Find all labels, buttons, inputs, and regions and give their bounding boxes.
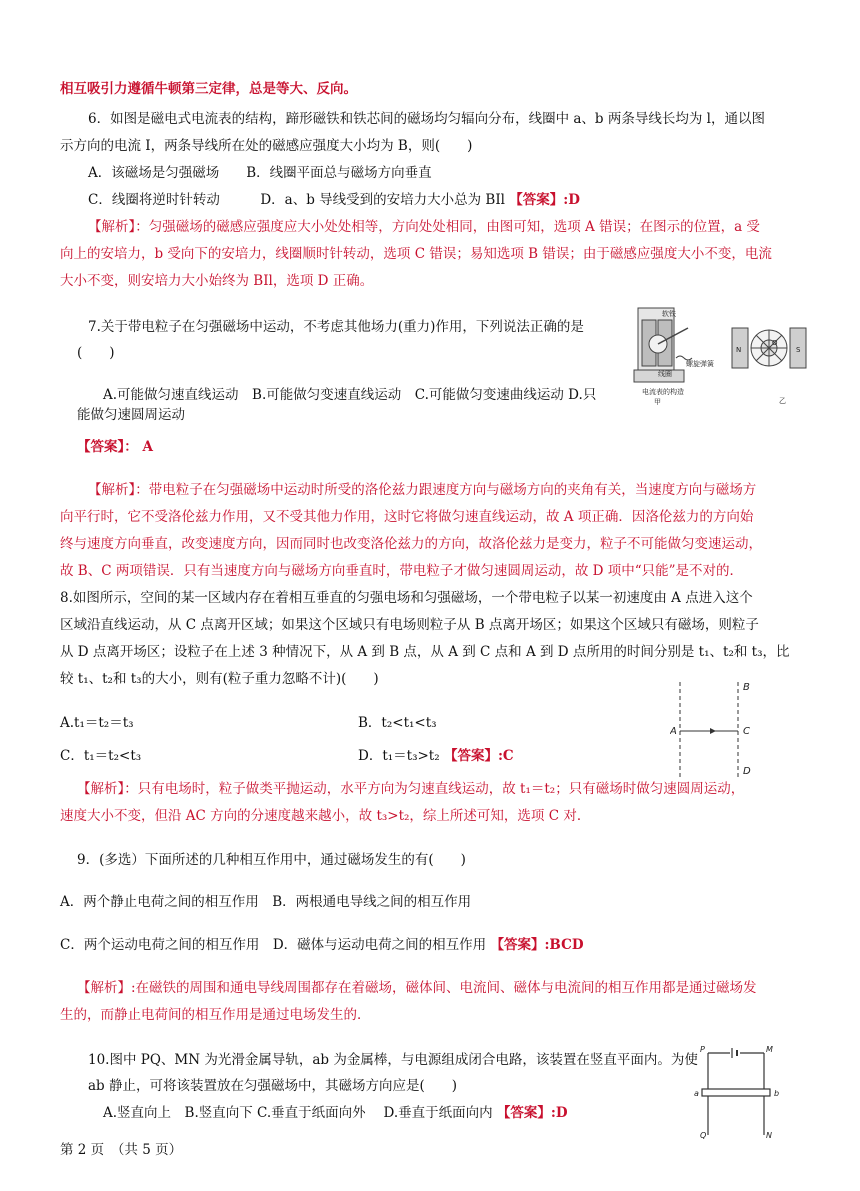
prev-answer-tail: 相互吸引力遵循牛顿第三定律，总是等大、反向。	[60, 81, 357, 97]
q6-stem-2: 示方向的电流 I，两条导线所在处的磁感应强度大小均为 B，则( )	[60, 138, 473, 154]
caption-yi: 乙	[779, 397, 786, 405]
caption-meter: 电流表的构造	[642, 388, 684, 396]
q9-option-cd	[60, 936, 584, 954]
q9-explanation-1: 【解析】:在磁铁的周围和通电导线周围都存在着磁场，磁体间、电流间、磁体与电流间的相互作用都是通过磁场发	[77, 980, 757, 996]
metal-rod	[702, 1089, 770, 1096]
q7-explanation-4: 故 B、C 两项错误．只有当速度方向与磁场方向垂直时，带电粒子才做匀速圆周运动，故 D 项中“只能”是不对的．	[60, 563, 744, 579]
q9-option-cd-text: C．两个运动电荷之间的相互作用 D．磁体与运动电荷之间的相互作用	[60, 937, 487, 953]
velocity-arrow-icon	[710, 728, 716, 734]
q8-option-d: D．t₁＝t₃>t₂	[358, 748, 440, 764]
caption-jia: 甲	[654, 398, 661, 406]
label-point-b: B	[743, 682, 750, 693]
q6-option-cd	[88, 191, 580, 209]
q10-options	[103, 1104, 568, 1122]
label-spring: 螺旋弹簧	[686, 360, 714, 368]
label-iron: 软铁	[662, 310, 676, 318]
page-footer: 第 2 页 （共 5 页）	[60, 1142, 183, 1158]
label-point-c: C	[743, 726, 750, 737]
radial-field-drawing	[732, 328, 806, 368]
q7-answer: 【答案】： A	[77, 439, 153, 455]
q9-stem: 9．(多选）下面所述的几种相互作用中，通过磁场发生的有( )	[77, 852, 466, 868]
q9-option-ab: A．两个静止电荷之间的相互作用 B．两根通电导线之间的相互作用	[60, 894, 472, 910]
q8-answer: 【答案】:C	[443, 748, 514, 764]
q6-option-ab: A．该磁场是匀强磁场 B．线圈平面总与磁场方向垂直	[88, 165, 432, 181]
label-center-o: O	[772, 339, 778, 347]
label-q: Q	[700, 1131, 707, 1140]
label-s-pole: S	[796, 346, 801, 354]
q6-explanation-2: 向上的安培力，b 受向下的安培力，线圈顺时针转动，选项 C 错误；易知选项 B 错误；由于磁感应强度大小不变，电流	[60, 246, 772, 262]
q6-option-cd-text: C．线圈将逆时针转动 D．a、b 导线受到的安培力大小总为 BIl	[88, 192, 505, 208]
q7-explanation-1: 【解析】：带电粒子在匀强磁场中运动时所受的洛伦兹力跟速度方向与磁场方向的夹角有关，当速度方向与磁场方	[88, 482, 757, 498]
field-region-figure	[670, 680, 780, 780]
q8-stem-2: 区域沿直线运动，从 C 点离开区域；如果这个区域只有电场则粒子从 B 点离开场区；如果这个区域只有磁场，则粒子	[60, 617, 759, 633]
q8-explanation-2: 速度大小不变，但沿 AC 方向的分速度越来越小，故 t₃>t₂，综上所述可知，选项 C 对．	[60, 808, 591, 824]
q6-explanation-1: 【解析】：匀强磁场的磁感应强度应大小处处相等，方向处处相同，由图可知，选项 A 错误；在图示的位置，a 受	[88, 219, 760, 235]
galvanometer-figure	[628, 300, 828, 410]
label-n: N	[766, 1131, 772, 1140]
q8-explanation-1: 【解析】：只有电场时，粒子做类平抛运动，水平方向为匀速直线运动，故 t₁＝t₂；只有磁场时做匀速圆周运动，	[77, 781, 745, 797]
q7-options-2: 能做匀速圆周运动	[77, 407, 185, 423]
q8-option-d-line	[358, 747, 514, 765]
q8-option-a: A.t₁＝t₂＝t₃	[60, 715, 134, 731]
q7-explanation-2: 向平行时，它不受洛伦兹力作用，又不受其他力作用，这时它将做匀速直线运动，故 A 项正确．因洛伦兹力的方向始	[60, 509, 754, 525]
q10-stem-1: 10.图中 PQ、MN 为光滑金属导轨，ab 为金属棒，与电源组成闭合电路，该装置在竖直平面内。为使	[88, 1052, 698, 1068]
label-point-a: A	[670, 726, 677, 737]
q9-answer: 【答案】:BCD	[490, 937, 584, 953]
q8-stem-1: 8.如图所示，空间的某一区域内存在着相互垂直的匀强电场和匀强磁场，一个带电粒子以某一初速度由 A 点进入这个	[60, 590, 753, 606]
label-a: a	[694, 1089, 699, 1098]
q8-option-c: C．t₁＝t₂<t₃	[60, 748, 142, 764]
label-coil: 线圈	[658, 370, 672, 378]
q9-explanation-2: 生的，而静止电荷间的相互作用是通过电场发生的．	[60, 1007, 371, 1023]
label-m: M	[766, 1045, 773, 1054]
q6-answer: 【答案】:D	[509, 192, 580, 208]
q7-options-1: A.可能做匀速直线运动 B.可能做匀变速直线运动 C.可能做匀变速曲线运动 D.只	[103, 387, 597, 403]
q6-explanation-3: 大小不变，则安培力大小始终为 BIl，选项 D 正确。	[60, 273, 374, 289]
q8-option-b: B．t₂<t₁<t₃	[358, 715, 437, 731]
q7-explanation-3: 终与速度方向垂直，改变速度方向，因而同时也改变洛伦兹力的方向，故洛伦兹力是变力，粒子不可能做匀变速运动，	[60, 536, 762, 552]
q7-stem-2: ( )	[77, 345, 115, 361]
q8-stem-3: 从 D 点离开场区；设粒子在上述 3 种情况下，从 A 到 B 点，从 A 到 C 点和 A 到 D 点所用的时间分别是 t₁、t₂和 t₃，比	[60, 644, 790, 660]
q10-answer: 【答案】:D	[496, 1105, 568, 1121]
q10-options-text: A.竖直向上 B.竖直向下 C.垂直于纸面向外 D.垂直于纸面向内	[103, 1105, 493, 1121]
rails-figure	[694, 1045, 790, 1141]
label-point-d: D	[743, 766, 751, 777]
label-n-pole: N	[736, 346, 742, 354]
q7-stem-1: 7.关于带电粒子在匀强磁场中运动，不考虑其他场力(重力)作用，下列说法正确的是	[88, 319, 584, 335]
q8-stem-4: 较 t₁、t₂和 t₃的大小，则有(粒子重力忽略不计)( )	[60, 671, 379, 687]
q6-stem-1: 6．如图是磁电式电流表的结构，蹄形磁铁和铁芯间的磁场均匀辐向分布，线圈中 a、b 两条导线长均为 l，通以图	[88, 111, 765, 127]
q10-stem-2: ab 静止，可将该装置放在匀强磁场中，其磁场方向应是( )	[88, 1078, 458, 1094]
label-p: P	[700, 1045, 705, 1054]
label-b: b	[774, 1089, 780, 1098]
